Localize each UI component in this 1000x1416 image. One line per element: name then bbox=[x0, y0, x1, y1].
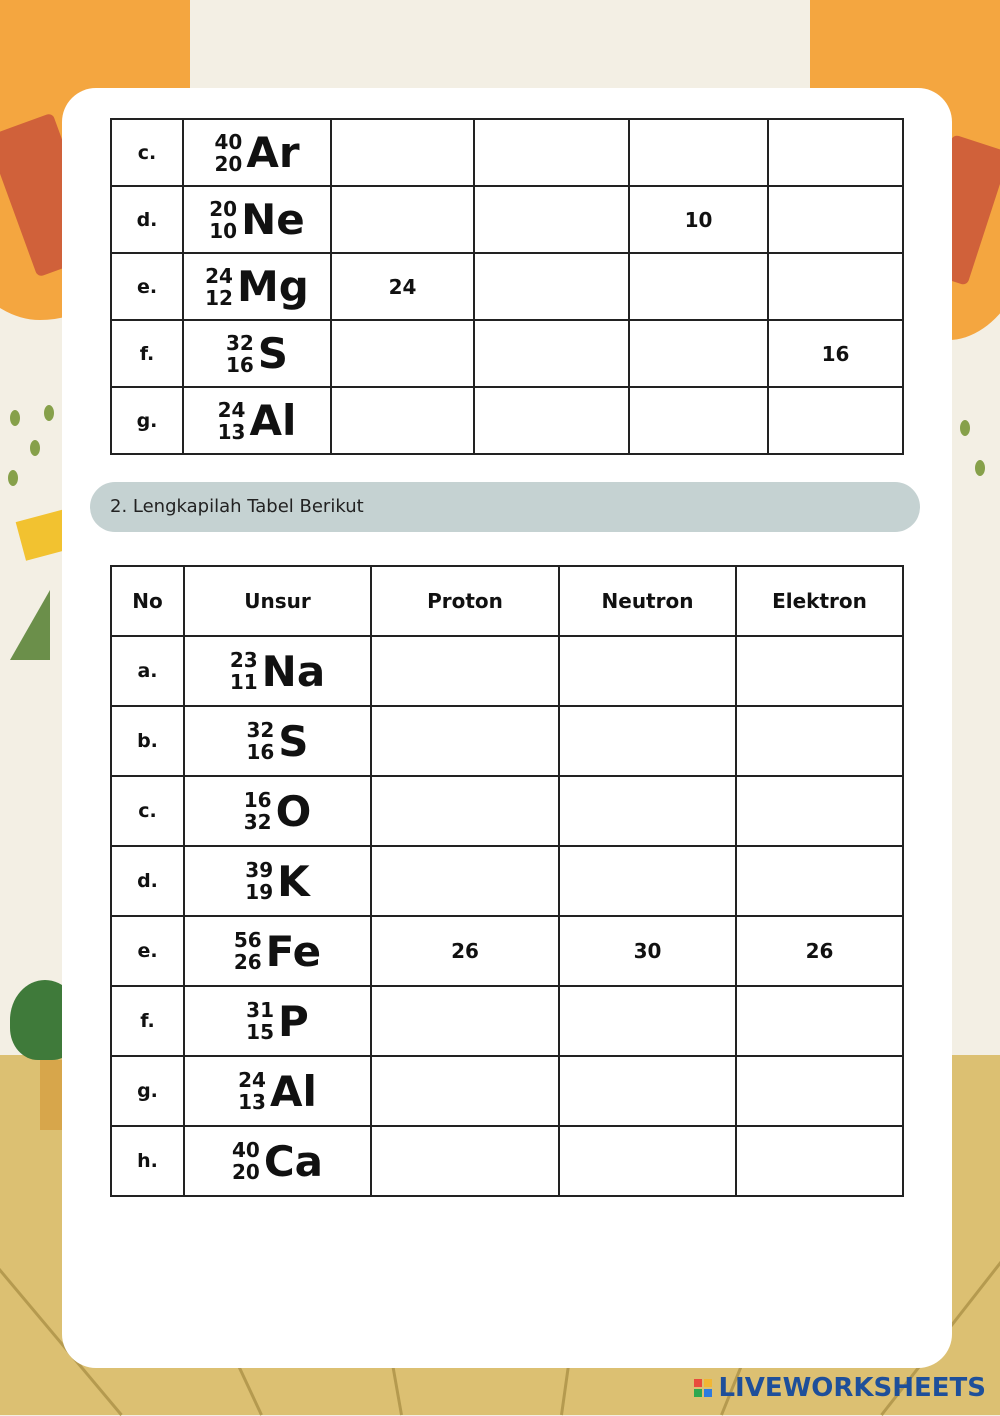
isotope-notation bbox=[214, 128, 299, 177]
atomic-number: 16 bbox=[246, 740, 275, 764]
header-neutron: Neutron bbox=[559, 566, 736, 636]
mass-number: 40 bbox=[231, 1138, 260, 1162]
mass-number: 56 bbox=[233, 928, 262, 952]
answer-cell[interactable]: 24 bbox=[331, 253, 474, 320]
row-number: f. bbox=[111, 986, 184, 1056]
row-number: d. bbox=[111, 186, 183, 253]
table-row bbox=[111, 706, 903, 776]
leaf-decoration bbox=[10, 410, 20, 426]
atomic-number: 15 bbox=[246, 1020, 275, 1044]
row-number: g. bbox=[111, 1056, 184, 1126]
elektron-answer-cell[interactable] bbox=[736, 706, 903, 776]
answer-cell[interactable] bbox=[474, 186, 629, 253]
section-2-title: 2. Lengkapilah Tabel Berikut bbox=[110, 496, 364, 517]
elektron-answer-cell[interactable] bbox=[736, 776, 903, 846]
elektron-answer-cell[interactable] bbox=[736, 846, 903, 916]
mass-number: 32 bbox=[246, 718, 275, 742]
table-row bbox=[111, 846, 903, 916]
mass-number: 20 bbox=[209, 196, 238, 221]
proton-answer-cell[interactable] bbox=[371, 986, 559, 1056]
row-number: e. bbox=[111, 916, 184, 986]
set-square-decoration bbox=[10, 590, 50, 660]
isotope-notation bbox=[230, 647, 325, 696]
table-row bbox=[111, 387, 903, 454]
atomic-number: 13 bbox=[238, 1090, 266, 1114]
row-number: c. bbox=[111, 119, 183, 186]
atomic-number: 11 bbox=[229, 670, 258, 694]
row-number: g. bbox=[111, 387, 183, 454]
isotope-notation bbox=[246, 717, 308, 766]
leaf-decoration bbox=[8, 470, 18, 486]
mass-number: 23 bbox=[229, 648, 258, 672]
element-cell bbox=[183, 119, 331, 186]
row-number: c. bbox=[111, 776, 184, 846]
neutron-answer-cell[interactable] bbox=[559, 1056, 736, 1126]
mass-number: 32 bbox=[225, 330, 254, 355]
isotope-notation bbox=[209, 195, 304, 244]
element-symbol: O bbox=[275, 786, 312, 836]
proton-answer-cell[interactable] bbox=[371, 1126, 559, 1196]
section-2-banner bbox=[90, 482, 920, 532]
table-row bbox=[111, 916, 903, 986]
logo-mark-icon bbox=[694, 1379, 712, 1397]
row-number: a. bbox=[111, 636, 184, 706]
leaf-decoration bbox=[44, 405, 54, 421]
table-row bbox=[111, 986, 903, 1056]
atomic-number: 13 bbox=[217, 419, 246, 444]
answer-cell[interactable] bbox=[474, 320, 629, 387]
atomic-number: 10 bbox=[209, 218, 238, 243]
element-symbol: Na bbox=[261, 646, 326, 696]
proton-answer-cell[interactable] bbox=[371, 846, 559, 916]
row-number: b. bbox=[111, 706, 184, 776]
answer-cell[interactable] bbox=[474, 119, 629, 186]
neutron-answer-cell[interactable] bbox=[559, 846, 736, 916]
answer-cell[interactable] bbox=[474, 253, 629, 320]
element-cell bbox=[184, 1126, 371, 1196]
element-symbol: Al bbox=[249, 396, 297, 445]
leaf-decoration bbox=[975, 460, 985, 476]
elektron-answer-cell[interactable] bbox=[736, 986, 903, 1056]
header-elektron: Elektron bbox=[736, 566, 903, 636]
table-row bbox=[111, 320, 903, 387]
atomic-number: 19 bbox=[245, 880, 274, 904]
element-cell bbox=[184, 846, 371, 916]
element-symbol: Mg bbox=[236, 262, 309, 311]
leaf-decoration bbox=[30, 440, 40, 456]
answer-cell[interactable] bbox=[768, 387, 903, 454]
atomic-number: 12 bbox=[205, 285, 233, 310]
proton-answer-cell[interactable] bbox=[371, 1056, 559, 1126]
answer-cell[interactable] bbox=[331, 119, 474, 186]
table-row bbox=[111, 636, 903, 706]
element-cell bbox=[183, 253, 331, 320]
elektron-answer-cell[interactable]: 26 bbox=[736, 916, 903, 986]
isotope-notation bbox=[245, 857, 309, 906]
answer-cell[interactable] bbox=[331, 186, 474, 253]
element-symbol: Fe bbox=[265, 926, 322, 976]
mass-number: 16 bbox=[243, 788, 272, 812]
header-unsur: Unsur bbox=[184, 566, 371, 636]
element-symbol: Ca bbox=[263, 1136, 323, 1186]
atomic-number: 26 bbox=[233, 950, 262, 974]
mass-number: 31 bbox=[246, 998, 275, 1022]
table-row bbox=[111, 119, 903, 186]
liveworksheets-logo bbox=[694, 1373, 986, 1403]
isotope-notation bbox=[244, 787, 312, 836]
neutron-answer-cell[interactable] bbox=[559, 776, 736, 846]
atomic-number: 20 bbox=[231, 1160, 260, 1184]
neutron-answer-cell[interactable] bbox=[559, 986, 736, 1056]
answer-cell[interactable] bbox=[629, 119, 768, 186]
table-row bbox=[111, 1126, 903, 1196]
element-cell bbox=[184, 636, 371, 706]
element-cell bbox=[183, 387, 331, 454]
element-cell bbox=[183, 320, 331, 387]
neutron-answer-cell[interactable] bbox=[559, 1126, 736, 1196]
isotope-table-2 bbox=[110, 565, 904, 1197]
elektron-answer-cell[interactable] bbox=[736, 636, 903, 706]
mass-number: 24 bbox=[205, 263, 233, 288]
answer-cell[interactable] bbox=[474, 387, 629, 454]
row-number: f. bbox=[111, 320, 183, 387]
logo-text: LIVEWORKSHEETS bbox=[718, 1373, 986, 1403]
isotope-notation bbox=[234, 927, 321, 976]
header-proton: Proton bbox=[371, 566, 559, 636]
table-row bbox=[111, 1056, 903, 1126]
answer-cell[interactable] bbox=[629, 387, 768, 454]
element-cell bbox=[183, 186, 331, 253]
element-symbol: Al bbox=[269, 1066, 317, 1116]
neutron-answer-cell[interactable] bbox=[559, 706, 736, 776]
element-symbol: S bbox=[278, 716, 309, 766]
answer-cell[interactable] bbox=[331, 320, 474, 387]
table-row bbox=[111, 253, 903, 320]
worksheet-card bbox=[62, 88, 952, 1368]
elektron-answer-cell[interactable] bbox=[736, 1056, 903, 1126]
answer-cell[interactable] bbox=[629, 253, 768, 320]
element-cell bbox=[184, 1056, 371, 1126]
elektron-answer-cell[interactable] bbox=[736, 1126, 903, 1196]
leaf-decoration bbox=[960, 420, 970, 436]
mass-number: 24 bbox=[238, 1068, 266, 1092]
element-cell bbox=[184, 916, 371, 986]
isotope-notation bbox=[226, 329, 288, 378]
atomic-number: 20 bbox=[214, 151, 243, 176]
element-symbol: K bbox=[277, 856, 310, 906]
header-no: No bbox=[111, 566, 184, 636]
element-cell bbox=[184, 706, 371, 776]
isotope-table-1 bbox=[110, 118, 904, 455]
answer-cell[interactable] bbox=[768, 186, 903, 253]
answer-cell[interactable] bbox=[629, 320, 768, 387]
answer-cell[interactable] bbox=[331, 387, 474, 454]
element-symbol: S bbox=[257, 329, 289, 378]
mass-number: 24 bbox=[217, 397, 246, 422]
row-number: h. bbox=[111, 1126, 184, 1196]
atomic-number: 16 bbox=[225, 352, 254, 377]
element-symbol: Ne bbox=[241, 195, 305, 244]
element-cell bbox=[184, 986, 371, 1056]
row-number: e. bbox=[111, 253, 183, 320]
table-header-row bbox=[111, 566, 903, 636]
element-cell bbox=[184, 776, 371, 846]
proton-answer-cell[interactable] bbox=[371, 636, 559, 706]
element-symbol: P bbox=[278, 996, 309, 1046]
proton-answer-cell[interactable]: 26 bbox=[371, 916, 559, 986]
answer-cell[interactable]: 16 bbox=[768, 320, 903, 387]
mass-number: 40 bbox=[214, 129, 243, 154]
table-row bbox=[111, 776, 903, 846]
answer-cell[interactable] bbox=[768, 119, 903, 186]
answer-cell[interactable] bbox=[768, 253, 903, 320]
answer-cell[interactable]: 10 bbox=[629, 186, 768, 253]
element-symbol: Ar bbox=[246, 128, 300, 177]
neutron-answer-cell[interactable] bbox=[559, 636, 736, 706]
isotope-notation bbox=[246, 997, 309, 1046]
mass-number: 39 bbox=[245, 858, 274, 882]
proton-answer-cell[interactable] bbox=[371, 706, 559, 776]
isotope-notation bbox=[218, 396, 297, 445]
neutron-answer-cell[interactable]: 30 bbox=[559, 916, 736, 986]
table-row bbox=[111, 186, 903, 253]
atomic-number: 32 bbox=[243, 810, 272, 834]
isotope-notation bbox=[238, 1067, 317, 1116]
isotope-notation bbox=[232, 1137, 323, 1186]
row-number: d. bbox=[111, 846, 184, 916]
isotope-notation bbox=[205, 262, 309, 311]
proton-answer-cell[interactable] bbox=[371, 776, 559, 846]
